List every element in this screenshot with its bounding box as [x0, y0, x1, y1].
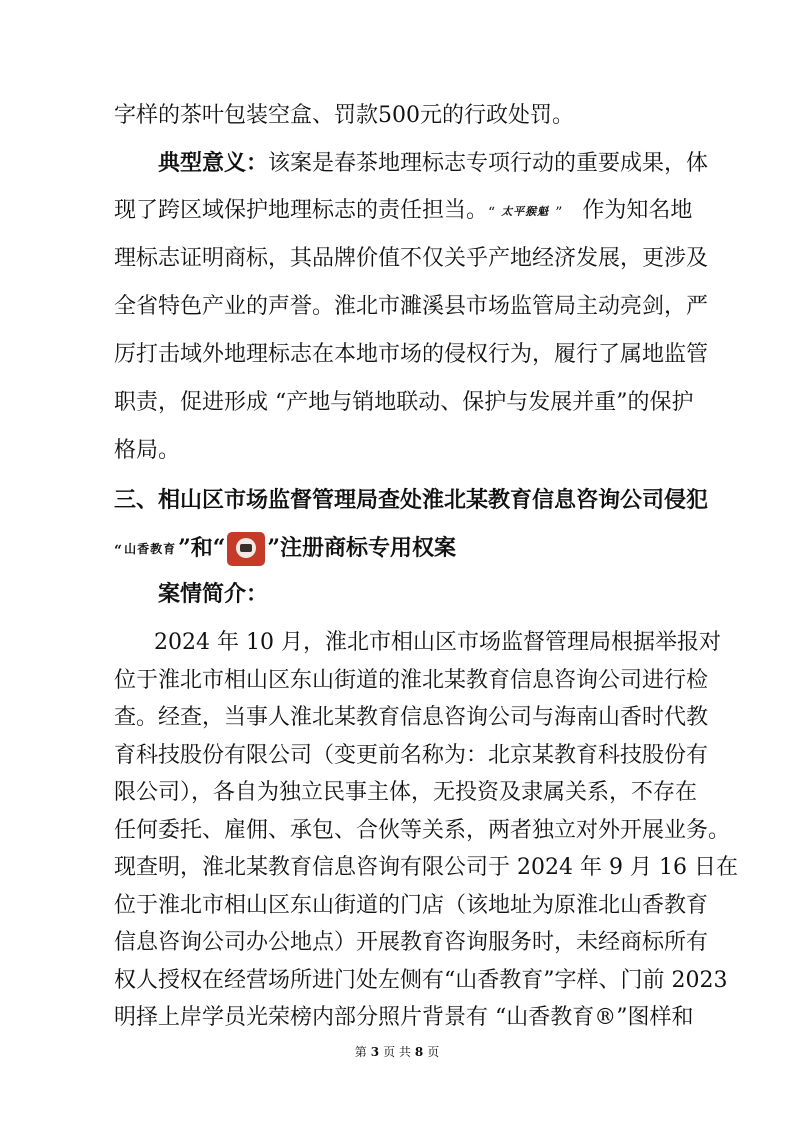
page-footer	[0, 1043, 794, 1060]
text-run: 该案是春茶地理标志专项行动的重要成果，体	[268, 151, 709, 176]
text-line: 育科技股份有限公司（变更前名称为：北京某教育科技股份有	[114, 743, 709, 768]
text-line: 2024 年 10 月，淮北市相山区市场监督管理局根据举报对	[154, 630, 721, 655]
text-run: ”注册商标专用权案	[267, 535, 457, 561]
significance-line	[158, 152, 708, 175]
page-number: 3	[370, 1045, 380, 1059]
text-line: 格局。	[114, 438, 181, 463]
section-heading: 三、相山区市场监督管理局查处淮北某教育信息咨询公司侵犯	[114, 487, 709, 513]
text-line: 厉打击域外地理标志在本地市场的侵权行为，履行了属地监管	[114, 342, 709, 367]
case-summary-label: 案情简介：	[158, 581, 269, 607]
quote-mark: “	[114, 543, 123, 559]
text-line: 现查明，淮北某教育信息咨询有限公司于 2024 年 9 月 16 日在	[114, 855, 738, 880]
footer-text: 页 共	[383, 1045, 411, 1059]
text-run: 现了跨区域保护地理标志的责任担当。	[114, 198, 489, 223]
text-run: 作为知名地	[582, 198, 693, 223]
text-line: 查。经查，当事人淮北某教育信息咨询公司与海南山香时代教	[114, 705, 709, 730]
taiping-houkui-logo: 太平猴魁	[501, 204, 550, 218]
text-line: 全省特色产业的声誉。淮北市濉溪县市场监管局主动亮剑，严	[114, 294, 709, 319]
section-heading-cont	[114, 532, 456, 566]
footer-text: 页	[427, 1045, 440, 1059]
total-pages: 8	[414, 1045, 424, 1059]
text-line: 限公司），各自为独立民事主体，无投资及隶属关系，不存在	[114, 780, 698, 805]
text-line: 职责，促进形成 “产地与销地联动、保护与发展并重”的保护	[114, 390, 694, 415]
text-line: 明择上岸学员光荣榜内部分照片背景有 “山香教育®”图样和	[114, 1005, 694, 1030]
text-line: 字样的茶叶包装空盒、罚款500元的行政处罚。	[114, 103, 574, 128]
text-line: 信息咨询公司办公地点）开展教育咨询服务时，未经商标所有	[114, 930, 709, 955]
text-line: 任何委托、雇佣、承包、合伙等关系，两者独立对外开展业务。	[114, 818, 731, 843]
quote-mark: ”	[555, 205, 563, 221]
shanxiang-seal-logo-icon	[227, 532, 265, 566]
text-line: 权人授权在经营场所进门处左侧有“山香教育”字样、门前 2023	[114, 968, 728, 993]
text-line	[114, 200, 692, 222]
shanxiang-education-logo: 山香教育	[124, 542, 177, 556]
section-label: 典型意义：	[158, 150, 269, 176]
text-line: 位于淮北市相山区东山街道的门店（该地址为原淮北山香教育	[114, 893, 709, 918]
quote-mark: “	[488, 205, 496, 221]
text-line: 位于淮北市相山区东山街道的淮北某教育信息咨询公司进行检	[114, 668, 709, 693]
text-run: ”和“	[178, 535, 226, 561]
text-line: 理标志证明商标，其品牌价值不仅关乎产地经济发展，更涉及	[114, 246, 709, 271]
footer-text: 第	[354, 1045, 367, 1059]
